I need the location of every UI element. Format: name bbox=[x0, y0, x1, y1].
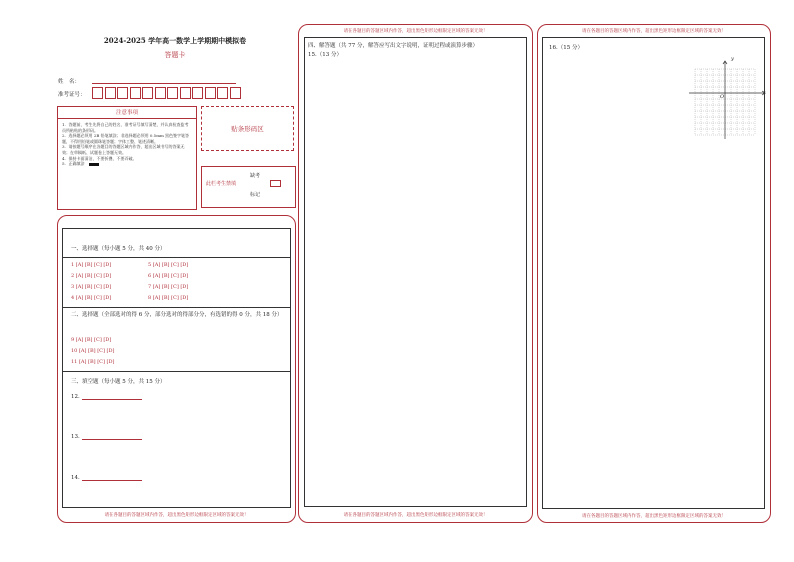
answer-frame-15[interactable] bbox=[304, 37, 527, 507]
choice-row[interactable]: 5 [A] [B] [C] [D] bbox=[148, 262, 189, 268]
section4-heading: 四、解答题（共 77 分，解答应写出文字说明，证明过程或演算步骤） bbox=[308, 43, 478, 49]
warning-text: 请在各题目的答题区域内作答，超出黑色矩形边框限定区域的答案无效！ bbox=[582, 29, 726, 34]
notice-box bbox=[57, 106, 197, 210]
absent-note: 此栏考生禁填 bbox=[206, 181, 237, 187]
exam-digit-box[interactable] bbox=[105, 87, 116, 99]
absent-checkbox[interactable] bbox=[270, 180, 281, 187]
absent-mark-label: 标记 bbox=[250, 192, 261, 198]
choice-row[interactable]: 8 [A] [B] [C] [D] bbox=[148, 295, 189, 301]
divider bbox=[63, 371, 290, 372]
question-15-label: 15.（13 分） bbox=[308, 52, 342, 58]
notice-item bbox=[62, 161, 192, 167]
notice-body bbox=[58, 119, 196, 170]
subjective-panel-middle bbox=[298, 24, 533, 523]
exam-digit-box[interactable] bbox=[142, 87, 153, 99]
fill-blank-13[interactable] bbox=[71, 434, 142, 440]
y-axis-label: y bbox=[731, 56, 734, 62]
page-title: 2024-2025 学年高一数学上学期期中模拟卷 bbox=[103, 36, 247, 45]
divider bbox=[63, 257, 290, 258]
notice-item: 1．答题前，考生先将自己的姓名，准考证号填写清楚，并认真检查监考员所粘贴的条形码。 bbox=[62, 122, 189, 133]
section1-heading: 一、选择题（每小题 5 分，共 40 分） bbox=[71, 246, 166, 252]
coordinate-grid bbox=[681, 55, 773, 140]
blank-line[interactable] bbox=[82, 394, 142, 400]
notice-heading: 注意事项 bbox=[58, 107, 196, 119]
objective-panel bbox=[57, 215, 296, 523]
absent-label: 缺考 bbox=[250, 173, 261, 179]
exam-number-boxes[interactable] bbox=[92, 87, 242, 99]
exam-digit-box[interactable] bbox=[180, 87, 191, 99]
fill-blank-12[interactable] bbox=[71, 394, 142, 400]
exam-digit-box[interactable] bbox=[230, 87, 241, 99]
absent-box bbox=[201, 166, 296, 208]
exam-digit-box[interactable] bbox=[130, 87, 141, 99]
choice-row[interactable]: 9 [A] [B] [C] [D] bbox=[71, 337, 112, 343]
choice-row[interactable]: 3 [A] [B] [C] [D] bbox=[71, 284, 112, 290]
exam-digit-box[interactable] bbox=[155, 87, 166, 99]
exam-digit-box[interactable] bbox=[117, 87, 128, 99]
name-input-line[interactable] bbox=[92, 83, 236, 84]
section2-heading: 二、选择题（全部选对的得 6 分，部分选对的得部分分，有选错的得 0 分，共 18 分） bbox=[71, 312, 283, 318]
name-label: 姓 名： bbox=[58, 79, 81, 85]
exam-digit-box[interactable] bbox=[192, 87, 203, 99]
subjective-panel-right bbox=[537, 24, 771, 523]
choice-row[interactable]: 7 [A] [B] [C] [D] bbox=[148, 284, 189, 290]
exam-number-label: 准考证号： bbox=[58, 92, 86, 98]
origin-label: O bbox=[720, 94, 725, 100]
notice-item: 3．请按题号顺序在各题目的答题区域内作答，超出区域书写的答案无效；在草稿纸、试题卷上答题无效。 bbox=[62, 144, 185, 155]
choice-row[interactable]: 6 [A] [B] [C] [D] bbox=[148, 273, 189, 279]
choice-row[interactable]: 4 [A] [B] [C] [D] bbox=[71, 295, 112, 301]
notice-item: 2．选择题必须用 2B 铅笔填涂；非选择题必须用 0.5mm 黑色签字笔答题，不得用铅笔或圆珠笔答题；字体工整、笔迹清晰。 bbox=[62, 133, 190, 144]
choice-row[interactable]: 2 [A] [B] [C] [D] bbox=[71, 273, 112, 279]
objective-inner-frame bbox=[62, 228, 291, 508]
barcode-area: 贴条形码区 bbox=[201, 106, 294, 151]
page-subtitle: 答题卡 bbox=[164, 51, 186, 59]
exam-digit-box[interactable] bbox=[205, 87, 216, 99]
fill-blank-14[interactable] bbox=[71, 475, 142, 481]
filled-mark-sample bbox=[89, 163, 99, 166]
exam-digit-box[interactable] bbox=[217, 87, 228, 99]
notice-item: 4．保持卡面清洁，不要折叠、不要弄破。 bbox=[62, 155, 137, 161]
exam-digit-box[interactable] bbox=[92, 87, 103, 99]
blank-number: 13. bbox=[71, 434, 80, 440]
answer-frame-16[interactable] bbox=[542, 37, 765, 509]
divider bbox=[63, 307, 290, 308]
choice-row[interactable]: 11 [A] [B] [C] [D] bbox=[71, 359, 115, 365]
warning-text: 请在各题目的答题区域内作答，超出黑色矩形边框限定区域的答案无效！ bbox=[104, 513, 249, 518]
blank-line[interactable] bbox=[82, 434, 142, 440]
section3-heading: 三、填空题（每小题 5 分，共 15 分） bbox=[71, 379, 166, 385]
notice-item-text: 5．正确填涂 bbox=[62, 161, 85, 167]
x-axis-label: x bbox=[763, 90, 766, 96]
blank-number: 14. bbox=[71, 475, 80, 481]
blank-number: 12. bbox=[71, 394, 80, 400]
exam-digit-box[interactable] bbox=[167, 87, 178, 99]
warning-text: 请在各题目的答题区域内作答，超出黑色矩形边框限定区域的答案无效！ bbox=[343, 513, 488, 518]
question-16-label: 16.（15 分） bbox=[549, 45, 583, 51]
warning-text: 请在各题目的答题区域内作答，超出黑色矩形边框限定区域的答案无效！ bbox=[343, 29, 488, 34]
choice-row[interactable]: 1 [A] [B] [C] [D] bbox=[71, 262, 112, 268]
warning-text: 请在各题目的答题区域内作答，超出黑色矩形边框限定区域的答案无效！ bbox=[582, 514, 726, 519]
choice-row[interactable]: 10 [A] [B] [C] [D] bbox=[71, 348, 115, 354]
blank-line[interactable] bbox=[82, 475, 142, 481]
